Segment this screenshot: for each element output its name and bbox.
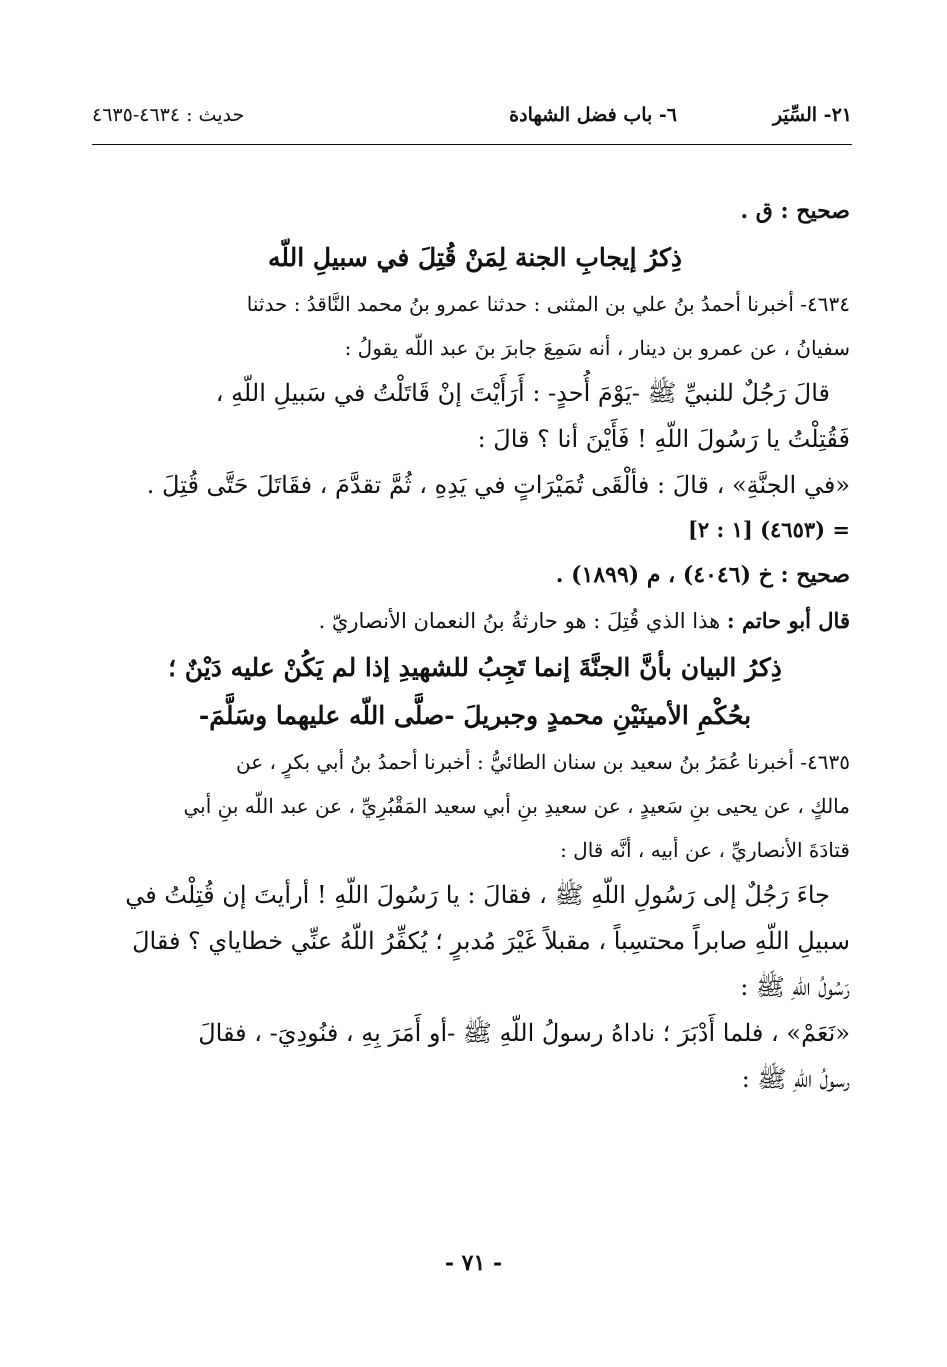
chapter-title-2-line-2: بحُكْمِ الأمينَيْنِ محمدٍ وجبريلَ -صلَّى اللّه عليهما وسَلَّمَ- [198,701,752,730]
hadith-4635-matn-line-1: جاءَ رَجُلٌ إلى رَسُولِ اللّهِ ﷺ ، فقالَ : يا رَسُولَ اللّهِ ! أرأيتَ إن قُتِلْتُ في [125,881,830,909]
hadith-4634-matn-line-2: فَقُتِلْتُ يا رَسُولَ اللّهِ ! فَأَيْنَ أنا ؟ قالَ : [477,425,850,453]
hadith-4635-isnad-line-2: مالكٍ ، عن يحيى بنِ سَعيدٍ ، عن سعيدِ بنِ أبي سعيد المَقْبُرِيِّ ، عن عبد اللّه بنِ أبي [183,794,850,818]
page-number: - ٧١ - [444,1250,503,1276]
hadith-4635-isnad-line-3: قتادَةَ الأنصاريِّ ، عن أبيه ، أنَّه قال : [560,838,850,862]
chapter-title-2-line-1: ذِكرُ البيان بأنَّ الجنَّةَ إنما تَجِبُ للشهيدِ إذا لم يَكُنْ عليه دَيْنٌ ؛ [168,653,782,682]
hadith-4635-matn-line-4: «نَعَمْ» ، فلما أَدْبَرَ ؛ ناداهُ رسولُ اللّهِ ﷺ -أو أَمَرَ بِهِ ، فنُودِيَ- ، فقالَ [198,1019,850,1047]
running-header [92,104,852,138]
header-hadith-range: حديث : ٤٦٣٤-٤٦٣٥ [92,104,245,126]
hadith-4634-isnad-line-1: ٤٦٣٤- أخبرنا أحمدُ بنُ علي بن المثنى : حدثنا عمرو بنُ محمد النَّاقدُ : حدثنا [246,292,850,316]
header-book-title: ٢١- السِّيَر [772,104,852,126]
grade-line-2: صحيح : خ (٤٠٤٦) ، م (١٨٩٩) . [555,562,850,588]
abu-hatim-label: قال أبو حاتم : [726,608,850,633]
hadith-4634-isnad-line-2: سفيانُ ، عن عمرو بن دينار ، أنه سَمِعَ جابرَ بنَ عبد اللّه يقولُ : [344,336,850,360]
hadith-4635-matn-line-2: سبيلِ اللّهِ صابراً محتسِباً ، مقبلاً غَيْرَ مُدبرٍ ؛ يُكفِّرُ اللّهُ عنِّي خطاياي ؟ فقالَ [132,927,850,955]
abu-hatim-note [100,598,850,644]
chapter-title-1: ذِكرُ إيجابِ الجنة لِمَنْ قُتِلَ في سبيلِ اللّه [267,243,683,272]
abu-hatim-text: هذا الذي قُتِلَ : هو حارثةُ بنُ النعمان الأنصاريّ . [318,609,721,633]
hadith-4635-isnad-line-1: ٤٦٣٥- أخبرنا عُمَرُ بنُ سعيد بن سنان الطائيُّ : أخبرنا أحمدُ بنُ أبي بكرٍ ، عن [236,750,850,774]
hadith-4634-matn-line-3: «في الجنَّةِ» ، قالَ : فألْقَى تُمَيْرَاتٍ في يَدِهِ ، ثُمَّ تقدَّمَ ، فقَاتَلَ حَتَّى قُتِلَ . [146,471,850,499]
hadith-4634-reference: = (٤٦٥٣) [١ : ٢] [687,517,850,542]
hadith-4635-matn-line-3: رَسُولُ اللّهِ ﷺ : [740,973,850,1001]
header-chapter-title: ٦- باب فضل الشهادة [509,104,677,126]
hadith-4634-matn-line-1: قالَ رَجُلٌ للنبيِّ ﷺ -يَوْمَ أُحدٍ- : أَرَأَيْتَ إنْ قَاتَلْتُ في سَبيلِ اللّهِ ، [215,379,830,407]
hadith-4635-matn-line-5: رسولُ اللّهِ ﷺ : [741,1065,850,1093]
page-body [100,188,850,1102]
header-divider [92,144,852,145]
grade-line-1: صحيح : ق . [740,198,850,224]
